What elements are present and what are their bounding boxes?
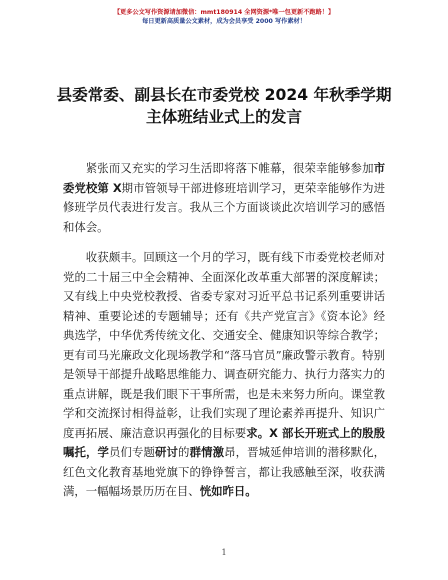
paragraph-2-text-a: 收获颇丰。回顾这一个月的学习，既有线下市委党校老师对党的二十届三中全会精神、全面深化改革重大部署的深度解读；又有线上中央党校教授、省委专家对习近平总书记系列重要讲话精神、重要论述的专题辅导；还有《共产党宣言》《资本论》经典选学，中华优秀传统文化、交通安全、健康知识等综合教学；更有司马光廉政文化现场教学和“落马官员”廉政警示教育。特别是领导干部提升战略思维能力、调查研究能力、执行力落实力的重点讲解，既是我们眼下干事所需，也是未来努力所向。课堂教学和交流探讨相得益彰，让我们实现了理论素养再提升、知识广度再拓展、廉洁意识再强化的目标要 <box>63 250 385 440</box>
header-banner <box>0 8 448 26</box>
paragraph-2-bold-3: 群情激 <box>189 445 225 459</box>
paragraph-2-text-e: 的 <box>178 445 190 459</box>
header-line-2: 每日更新高质量公文素材，成为会员享受 2000 写作素材！ <box>142 18 306 25</box>
paragraph-2-bold-4: 恍如昨日。 <box>199 484 257 498</box>
paragraph-1-text-a: 紧张而又充实的学习生活即将落下帷幕，很荣幸能够参加 <box>85 161 374 175</box>
title-line-1: 县委常委、副县长在市委党校 2024 年秋季学期 <box>56 86 392 104</box>
paragraph-1 <box>63 159 385 237</box>
page-number: 1 <box>221 548 227 557</box>
paragraph-1-text-c: 期市管领导干部进修班培训学习，更荣幸能够作为进修班学员代表进行发言。我从三个方面谈谈此次培训学习的感悟和体会。 <box>63 180 385 234</box>
paragraph-1-bold: 市委党校第 X <box>63 161 385 195</box>
paragraph-2-bold-2: 研讨 <box>155 445 179 459</box>
title-line-2: 主体班结业式上的发言 <box>146 108 302 126</box>
header-line-1: 【更多公文写作资源请加微信：mmt180914 全网资源*唯一包更新不跑路！】 <box>113 9 335 16</box>
paragraph-2-text-c: 员们专题 <box>109 445 156 459</box>
document-title <box>40 84 408 128</box>
paragraph-2 <box>63 248 385 502</box>
paragraph-2-bold-1: 求。X 部长开班式上的殷殷嘱托，学 <box>63 425 385 459</box>
paragraph-2-text-g: 昂，晋城延伸培训的潜移默化，红色文化教育基地党旗下的铮铮誓言，都让我感触至深，收获满满，一幅幅场景历历在目、 <box>63 445 385 498</box>
document-body <box>63 159 385 513</box>
